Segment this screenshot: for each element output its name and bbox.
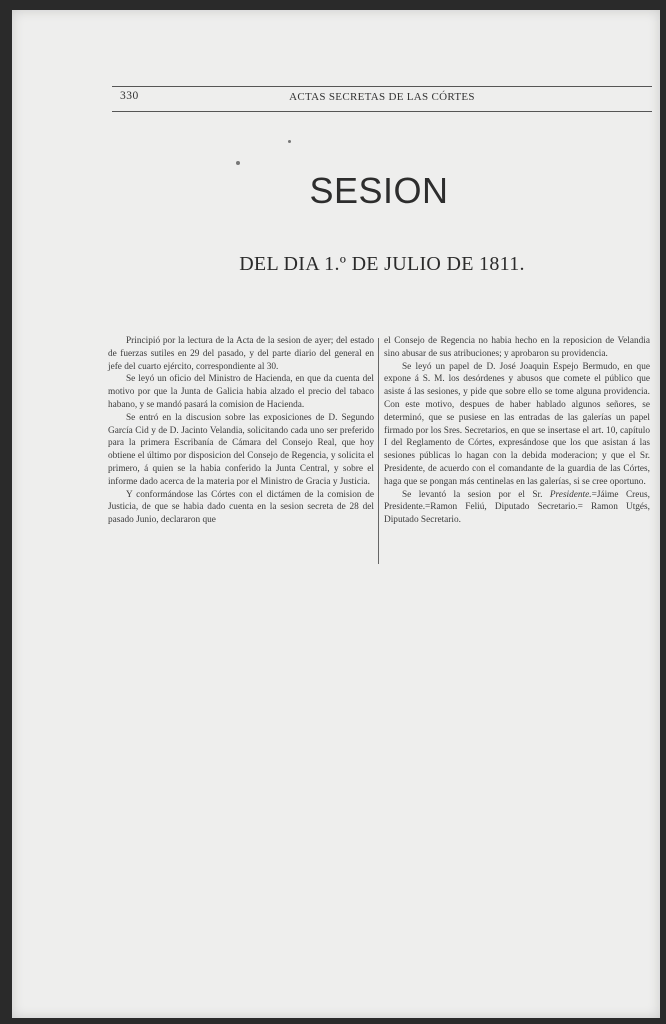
left-column: [108, 335, 374, 527]
paragraph: Principió por la lectura de la Acta de la sesion de ayer; del estado de fuerzas sutiles en 29 del pasado, y del parte diario del general en jefe del cuarto ejército, correspondiente al 30.: [108, 336, 374, 372]
paragraph: Y conformándose las Córtes con el dictámen de la comision de Justicia, de que se habia dado cuenta en la sesion secreta de 28 del pasado Junio, declararon que: [108, 489, 374, 526]
presidente-italic: Presidente.: [549, 489, 592, 500]
right-column: [384, 335, 650, 527]
closing-paragraph: [384, 489, 650, 527]
running-head: ACTAS SECRETAS DE LAS CÓRTES: [289, 91, 475, 103]
paragraph: Se leyó un oficio del Ministro de Hacienda, en que da cuenta del motivo por que la Junta de Galicia habia alzado el precio del tabaco habano, y se mandó pasará la comision de Hacienda.: [108, 374, 374, 410]
header-bottom-rule: [112, 111, 652, 112]
ink-speck: [288, 140, 291, 143]
signatures-text: =Jáime Creus, Presidente.=Ramon Feliú, Diputado Secretario.= Ramon Utgés, Diputado Secretario.: [384, 489, 650, 526]
page-number: 330: [120, 90, 139, 102]
paragraph: Se entró en la discusion sobre las exposiciones de D. Segundo García Cid y de D. Jacinto Velandia, solicitando cada uno ser preferido para la primera Escribanía de Cámara del Consejo Real, que hoy obtiene el último por disposicion del Consejo de Regencia, y solicita el primero, á quien se la habia conferido la Junta Central, y sobre el informe dado acerca de la materia por el Ministro de Gracia y Justicia.: [108, 412, 374, 487]
paragraph: Se leyó un papel de D. José Joaquin Espejo Bermudo, en que expone á S. M. los desórdenes y abusos que comete el público que asiste á las sesiones, y pide que sobre ello se tome alguna providencia. Con este motivo, despues de haber hablado algunos señores, se determinó, que se pusiese en las entradas de las galerías un papel firmado por los Sres. Secretarios, en que se insertase el art. 10, capítulo I del Reglamento de Córtes, expresándose que los que asistan á las sesiones públicas lo hagan con la debida moderacion; y que el Sr. Presidente, de acuerdo con el comandante de la guardia de las Córtes, haga que se pongan más centinelas en las galerías, si se cree oportuno.: [384, 361, 650, 487]
ink-speck: [236, 161, 240, 165]
paragraph-continuation: el Consejo de Regencia no habia hecho en la reposicion de Velandia sino abusar de sus atribuciones; y aprobaron su providencia.: [384, 336, 650, 359]
closing-text: Se levantó la sesion por el Sr.: [402, 489, 550, 500]
session-title: SESION: [309, 170, 449, 211]
header-top-rule: [112, 86, 652, 87]
session-date: DEL DIA 1.º DE JULIO DE 1811.: [239, 253, 525, 275]
document-page: [12, 10, 660, 1018]
column-divider: [378, 338, 379, 564]
